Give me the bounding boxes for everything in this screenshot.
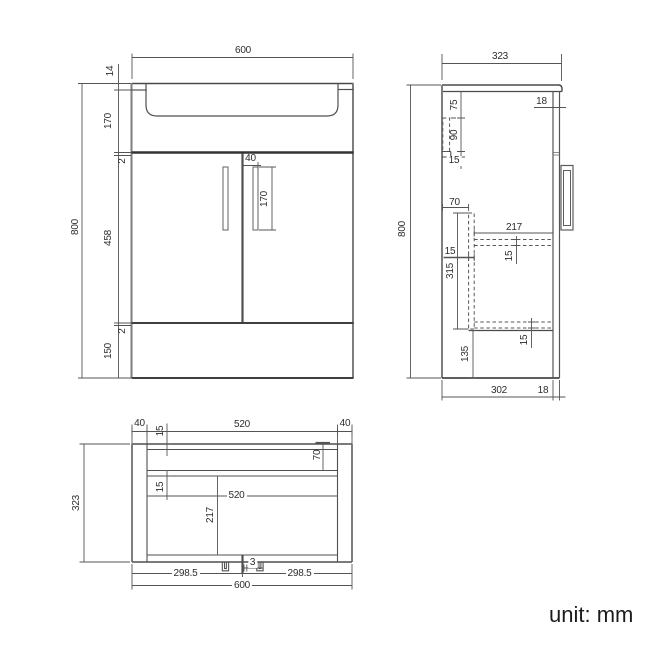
- dim-side-body-depth: 302: [490, 385, 508, 396]
- dim-plan-front-rail: 15: [154, 481, 166, 492]
- dim-plan-overall-width: 600: [233, 579, 251, 591]
- dim-front-plinth: 150: [102, 342, 114, 359]
- shelf-hidden: [474, 240, 553, 246]
- dim-side-overall-height: 800: [397, 220, 408, 238]
- door-handles-front: [223, 167, 258, 230]
- dim-front-worktop: 14: [104, 65, 116, 77]
- plan-view-outline: [132, 444, 352, 574]
- dim-side-shelf-thickness: 15: [504, 250, 515, 261]
- back-panel: [469, 213, 475, 329]
- dim-side-hanger-offset: 75: [448, 99, 460, 110]
- dim-plan-overall-depth: 323: [71, 494, 82, 512]
- dim-side-overall-depth: 323: [491, 51, 509, 62]
- dim-front-bottom-gap: 2: [116, 328, 128, 334]
- dim-side-panel-thickness: 15: [444, 246, 456, 257]
- dim-side-interior-height: 315: [444, 262, 456, 280]
- dim-front-overall-height: 800: [69, 218, 81, 236]
- unit-label: unit: mm: [549, 602, 634, 627]
- dim-plan-left-door: 298.5: [173, 567, 198, 579]
- dim-front-basin-height: 170: [102, 112, 114, 130]
- dim-side-shelf-depth: 217: [505, 221, 523, 233]
- dim-plan-opening-width: 520: [228, 489, 245, 501]
- dim-side-plinth: 135: [460, 345, 471, 362]
- dim-front-door-height: 458: [102, 229, 114, 247]
- door-handle-side: [561, 166, 573, 231]
- dim-plan-back-clearance: 70: [311, 449, 323, 461]
- dim-plan-opening-depth: 217: [204, 506, 216, 524]
- dim-plan-back-rail: 15: [154, 425, 166, 437]
- dim-plan-left-panel: 40: [134, 418, 145, 429]
- dim-side-overhang: 18: [536, 95, 547, 107]
- dim-side-hanger-thickness: 15: [448, 155, 460, 166]
- side-view-hidden-lines: [443, 118, 553, 329]
- dim-plan-right-door: 298.5: [287, 567, 312, 579]
- dim-side-back-clearance: 70: [449, 196, 460, 208]
- dim-front-overall-width: 600: [234, 45, 252, 56]
- dim-front-handle-length: 170: [258, 190, 270, 207]
- dim-plan-right-panel: 40: [339, 418, 351, 429]
- dim-plan-door-gap: 3: [249, 556, 256, 568]
- dim-side-bottom-thickness: 15: [518, 334, 530, 346]
- dim-plan-top-opening: 520: [233, 418, 251, 430]
- front-view-outline: [132, 84, 354, 379]
- basin-profile: [132, 84, 354, 117]
- dim-side-hanger-height: 90: [448, 129, 460, 140]
- dim-front-top-gap: 2: [116, 157, 128, 164]
- side-view-outline: [442, 85, 562, 378]
- dim-front-handle-offset: 40: [245, 153, 256, 164]
- bottom-panel-hidden: [474, 322, 553, 328]
- dim-side-door-thickness: 18: [537, 385, 549, 396]
